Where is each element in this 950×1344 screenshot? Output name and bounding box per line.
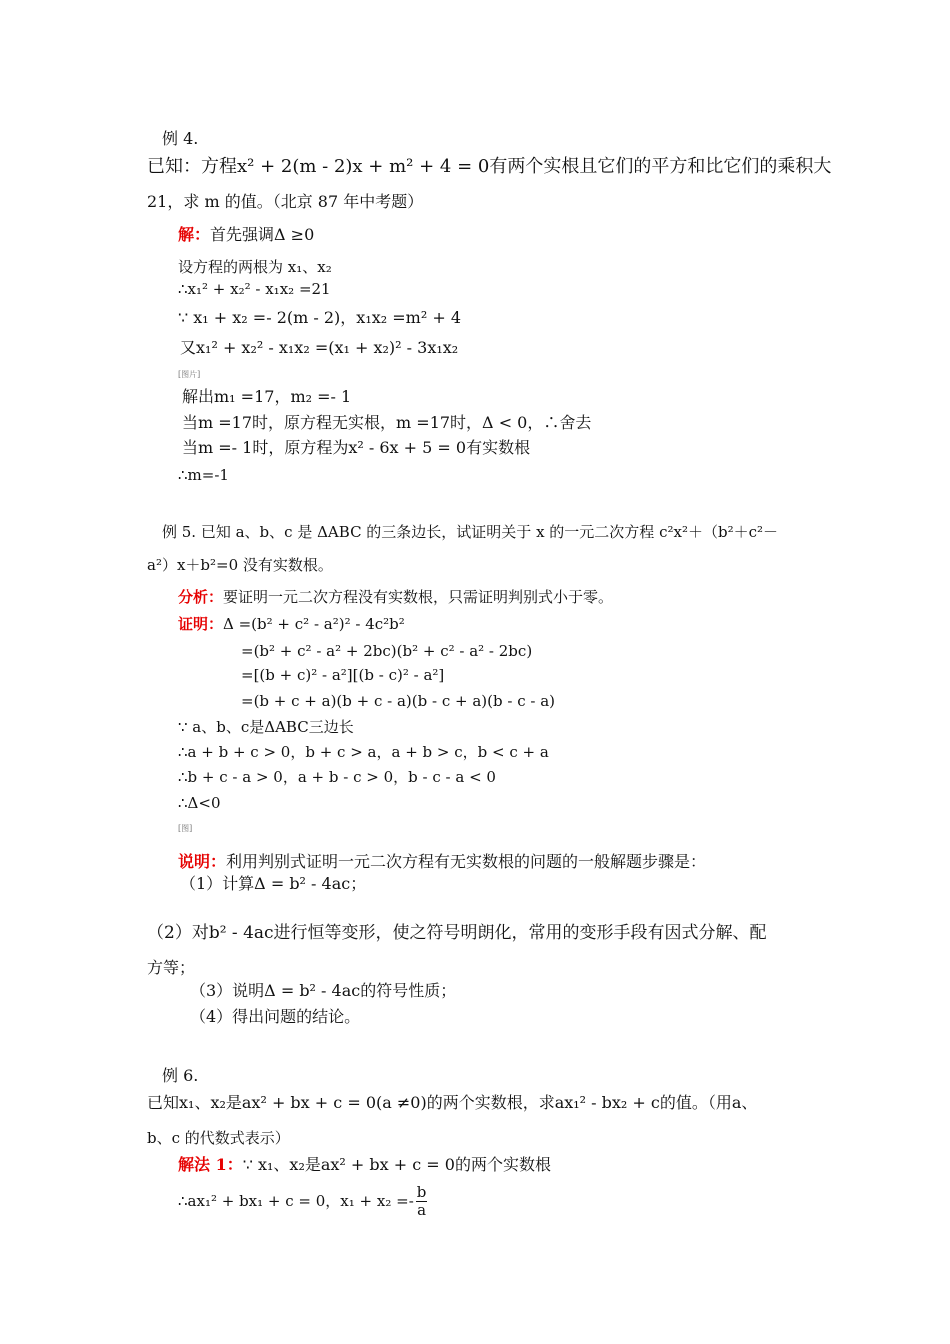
ex6-title: 例 6. (162, 1066, 199, 1085)
ex5-step4: （4）得出问题的结论。 (190, 1007, 361, 1026)
ex5-proof-line1 (178, 617, 405, 632)
ex5-proof-line6: ∴a + b + c > 0，b + c > a，a + b > c，b < c + a (178, 743, 549, 761)
ex6-solution-line (178, 1157, 551, 1173)
ex5-proof-line8: ∴Δ<0 (178, 794, 221, 812)
ex5-proof-line7: ∴b + c - a > 0，a + b - c > 0，b - c - a < 0 (178, 768, 496, 786)
ex5-title-line2: a²）x＋b²=0 没有实数根。 (147, 556, 333, 574)
ex6-equation-1-text: ∴ax₁² + bx₁ + c = 0，x₁ + x₂ =- (178, 1191, 414, 1210)
ex4-solution-label: 解： (178, 225, 211, 244)
ex5-analysis-text: 要证明一元二次方程没有实数根，只需证明判别式小于零。 (223, 588, 614, 606)
ex6-problem-line2: b、c 的代数式表示） (147, 1129, 290, 1147)
ex5-proof-text1: Δ =(b² + c² - a²)² - 4c²b² (223, 615, 405, 633)
ex5-step1: （1）计算Δ = b² - 4ac； (180, 874, 367, 893)
ex4-equation-6: 当m =17时，原方程无实根，m =17时，Δ < 0，∴舍去 (182, 413, 592, 432)
ex5-image-placeholder: [图] (178, 824, 193, 833)
ex4-equation-1: ∴x₁² + x₂² - x₁x₂ =21 (178, 280, 331, 298)
ex4-title: 例 4. (162, 129, 199, 148)
ex6-solution-text: ∵ x₁、x₂是ax² + bx + c = 0的两个实数根 (242, 1155, 551, 1174)
ex5-title-line1: 例 5. 已知 a、b、c 是 ΔABC 的三条边长，试证明关于 x 的一元二次方程 c²x²＋（b²＋c²－ (162, 523, 778, 541)
ex5-step3: （3）说明Δ = b² - 4ac的符号性质； (190, 981, 457, 1000)
ex4-equation-3: 又x₁² + x₂² - x₁x₂ =(x₁ + x₂)² - 3x₁x₂ (180, 338, 459, 357)
ex4-roots-line: 设方程的两根为 x₁、x₂ (178, 258, 332, 276)
ex6-problem-line1: 已知x₁、x₂是ax² + bx + c = 0(a ≠0)的两个实数根，求ax₁² - bx₂ + c的值。（用a、 (147, 1093, 758, 1112)
ex4-solution-line (178, 227, 314, 243)
ex4-equation-2: ∵ x₁ + x₂ =- 2(m - 2)，x₁x₂ =m² + 4 (178, 308, 462, 327)
ex6-solution-label: 解法 1： (178, 1155, 243, 1174)
ex5-step2-line2: 方等； (147, 958, 196, 977)
ex5-proof-line3: =[(b + c)² - a²][(b - c)² - a²] (241, 666, 445, 684)
ex5-note-line (178, 854, 706, 870)
ex5-note-label: 说明： (178, 852, 227, 871)
ex6-fraction-denominator: a (417, 1201, 427, 1220)
ex5-step2-line1: （2）对b² - 4ac进行恒等变形，使之符号明朗化，常用的变形手段有因式分解、配 (147, 923, 767, 943)
ex4-problem-line2: 21，求 m 的值。（北京 87 年中考题） (147, 192, 424, 211)
ex4-answer: ∴m=-1 (178, 466, 229, 484)
ex6-fraction-numerator: b (416, 1183, 427, 1201)
ex5-analysis-line (178, 590, 613, 605)
ex5-proof-line2: =(b² + c² - a² + 2bc)(b² + c² - a² - 2bc) (241, 642, 533, 660)
ex4-equation-5: 解出m₁ =17，m₂ =- 1 (182, 387, 352, 406)
ex5-note-text: 利用判别式证明一元二次方程有无实数根的问题的一般解题步骤是： (226, 852, 707, 871)
ex4-equation-7: 当m =- 1时，原方程为x² - 6x + 5 = 0有实数根 (182, 438, 531, 457)
ex5-proof-label: 证明： (178, 615, 224, 633)
ex5-proof-line5: ∵ a、b、c是ΔABC三边长 (178, 718, 354, 736)
ex6-equation-1 (178, 1184, 427, 1220)
ex4-problem-line1: 已知：方程x² + 2(m - 2)x + m² + 4 = 0有两个实根且它们的平方和比它们的乘积大 (147, 156, 832, 177)
ex5-proof-line4: =(b + c + a)(b + c - a)(b - c + a)(b - c - a) (241, 692, 556, 710)
ex4-image-placeholder: [图片] (178, 370, 201, 379)
ex4-solution-text: 首先强调Δ ≥0 (210, 225, 315, 244)
ex6-fraction (416, 1184, 428, 1220)
ex5-analysis-label: 分析： (178, 588, 224, 606)
